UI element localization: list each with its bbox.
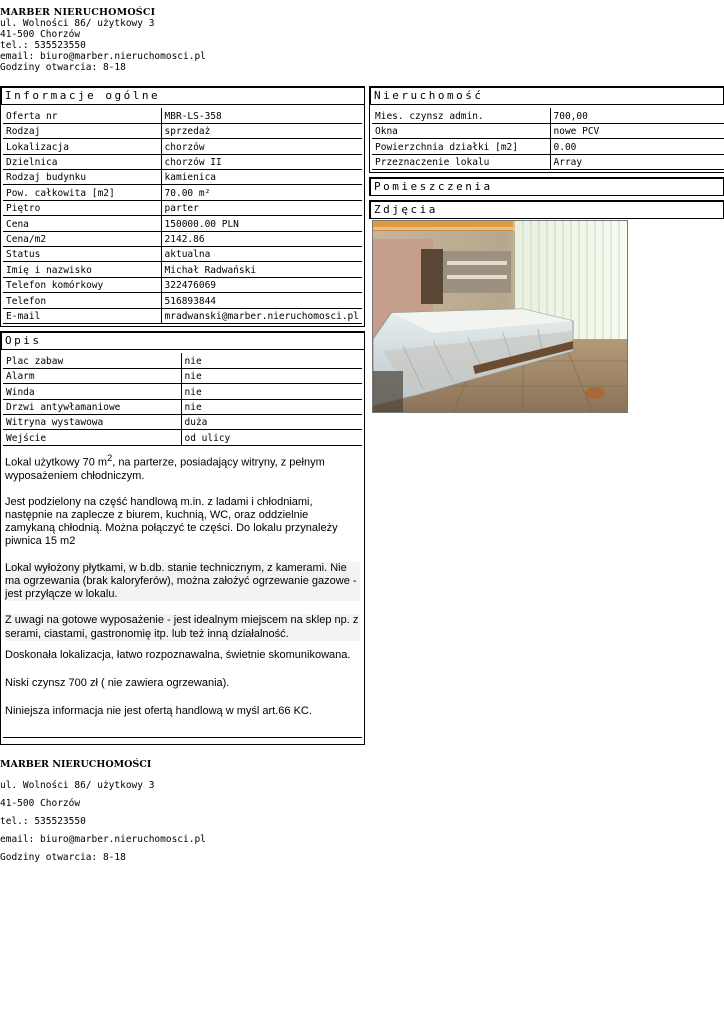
row-label: Powierzchnia działki [m2] [372,139,550,154]
table-row [3,277,362,292]
section-title-rooms: Pomieszczenia [369,177,724,196]
row-label: Alarm [3,368,181,383]
superscript: 2 [107,452,113,463]
table-row [372,139,724,154]
footer-contact [0,759,206,867]
row-label: Cena [3,216,161,231]
shop-interior-image [373,221,628,413]
row-value: 516893844 [161,293,362,308]
table-row [3,154,362,169]
row-value: nie [181,384,362,399]
property-table [372,108,724,170]
table-row [3,231,362,246]
description-paragraph: Jest podzielony na część handlową m.in. z ladami i chłodniami, następnie na zaplecze z biurem, kuchnią, WC, oraz oddzielnie zamykaną chłodnią. Można połączyć te części. Do lokalu przynależy piwnica 15 m2 [5,495,338,548]
table-row [3,262,362,277]
table-row [3,368,362,383]
table-row [3,123,362,138]
features-table [3,353,362,446]
section-title-opis: Opis [0,331,365,350]
row-value: 0.00 [550,139,724,154]
row-label: Cena/m2 [3,231,161,246]
row-value: chorzów II [161,154,362,169]
table-row [3,139,362,154]
row-label: Drzwi antywłamaniowe [3,399,181,414]
row-value: Array [550,154,724,169]
table-row [3,170,362,185]
row-value: nie [181,353,362,368]
table-row [3,384,362,399]
table-row [3,293,362,308]
description-paragraph: Lokal wyłożony płytkami, w b.db. stanie technicznym, z kamerami. Nie ma ogrzewania (brak kaloryferów), można założyć ogrzewanie gazowe - jest przyłącze w lokalu. [5,562,360,602]
description-paragraph: Niniejsza informacja nie jest ofertą handlową w myśl art.66 KC. [5,705,312,718]
row-label: Okna [372,123,550,138]
row-label: Wejście [3,430,181,445]
divider [3,737,362,738]
row-label: Lokalizacja [3,139,161,154]
section-title-photos: Zdjęcia [369,200,724,219]
row-value: od ulicy [181,430,362,445]
row-value: 70.00 m² [161,185,362,200]
table-row [3,247,362,262]
city: 41-500 Chorzów [0,798,81,809]
property-info [369,105,724,173]
row-label: Imię i nazwisko [3,262,161,277]
left-column [0,86,365,745]
row-value: parter [161,200,362,215]
company-name: MARBER NIERUCHOMOŚCI [0,759,152,770]
company-name: MARBER NIERUCHOMOŚCI [0,7,156,18]
section-title-general: Informacje ogólne [0,86,365,105]
row-value: 150000.00 PLN [161,216,362,231]
right-column [369,86,724,219]
row-label: Przeznaczenie lokalu [372,154,550,169]
row-value: kamienica [161,170,362,185]
email: email: biuro@marber.nieruchomosci.pl [0,834,206,845]
row-label: Rodzaj budynku [3,170,161,185]
header-contact [0,7,206,73]
table-row [3,399,362,414]
row-value: duża [181,415,362,430]
description-text-part: Lokal użytkowy 70 m [5,456,108,469]
address: ul. Wolności 86/ użytkowy 3 [0,780,155,791]
description-paragraph: Z uwagi na gotowe wyposażenie - jest idealnym miejscem na sklep np. z serami, ciastami, gastronomię itp. lub też inną działalność. [5,614,359,640]
description-paragraph [5,452,360,483]
row-value: chorzów [161,139,362,154]
phone: tel.: 535523550 [0,816,86,827]
general-info-table [3,108,362,324]
row-label: Telefon [3,293,161,308]
row-value: 2142.86 [161,231,362,246]
table-row [372,154,724,169]
row-label: Pow. całkowita [m2] [3,185,161,200]
section-title-property: Nieruchomość [369,86,724,105]
general-info [0,105,365,327]
row-value: Michał Radwański [161,262,362,277]
opis-section [0,350,365,745]
city: 41-500 Chorzów [0,29,81,40]
row-label: Piętro [3,200,161,215]
email: email: biuro@marber.nieruchomosci.pl [0,51,206,62]
table-row [3,108,362,123]
agent-email[interactable]: mradwanski@marber.nieruchomosci.pl [161,308,362,323]
table-row [3,430,362,445]
row-value: nowe PCV [550,123,724,138]
property-photo[interactable] [372,220,628,413]
table-row [3,185,362,200]
row-value: nie [181,399,362,414]
table-row [3,216,362,231]
row-label: Telefon komórkowy [3,277,161,292]
row-label: Status [3,247,161,262]
row-value: 700,00 [550,108,724,123]
row-value: aktualna [161,247,362,262]
row-label: Witryna wystawowa [3,415,181,430]
table-row [372,123,724,138]
row-value: sprzedaż [161,123,362,138]
row-label: Winda [3,384,181,399]
table-row [3,353,362,368]
table-row [3,200,362,215]
row-label: Dzielnica [3,154,161,169]
row-value: nie [181,368,362,383]
table-row [3,308,362,323]
description-text-part: , na parterze, posiadający witryny, z pełnym wyposażeniem chłodniczym. [5,456,325,482]
row-label: Rodzaj [3,123,161,138]
table-row [3,415,362,430]
row-label: Plac zabaw [3,353,181,368]
description-paragraph: Niski czynsz 700 zł ( nie zawiera ogrzewania). [5,676,230,689]
row-label: E-mail [3,308,161,323]
table-row [372,108,724,123]
row-label: Oferta nr [3,108,161,123]
opening-hours: Godziny otwarcia: 8-18 [0,62,126,73]
phone: tel.: 535523550 [0,40,86,51]
description-paragraph: Doskonała lokalizacja, łatwo rozpoznawalna, świetnie skomunikowana. [5,648,351,661]
row-value: MBR-LS-358 [161,108,362,123]
address: ul. Wolności 86/ użytkowy 3 [0,18,155,29]
description-text [3,446,362,719]
opening-hours: Godziny otwarcia: 8-18 [0,852,126,863]
row-value: 322476069 [161,277,362,292]
row-label: Mies. czynsz admin. [372,108,550,123]
